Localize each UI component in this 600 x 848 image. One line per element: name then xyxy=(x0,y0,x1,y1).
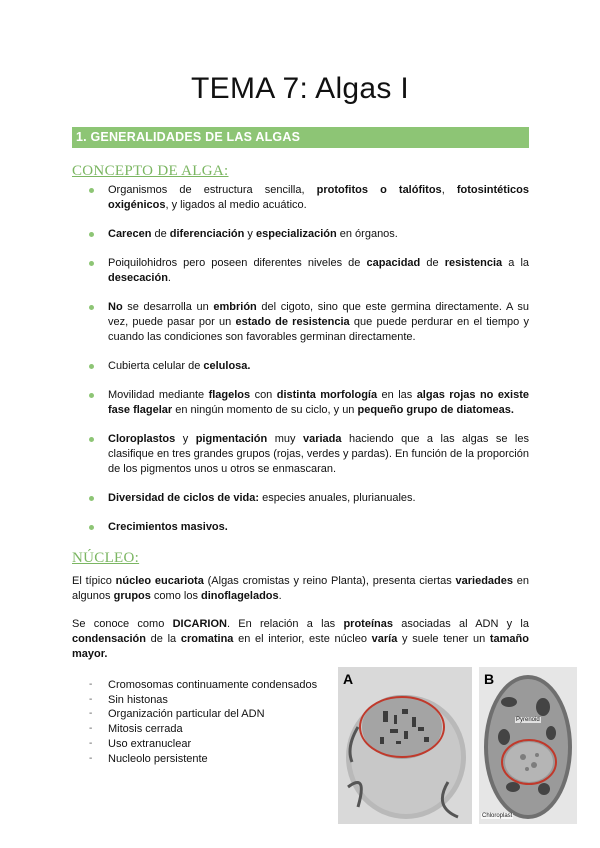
bold-text: pigmentación xyxy=(195,433,268,445)
bold-text: protofitos o talófitos xyxy=(316,184,442,196)
bold-text: Crecimientos masivos. xyxy=(108,521,228,533)
concepto-bullet xyxy=(72,256,529,286)
bold-text: algas rojas no existe fase flagelar xyxy=(108,389,530,416)
text: . xyxy=(278,590,282,602)
text: en ningún momento de su ciclo, y un xyxy=(172,404,358,416)
text: y xyxy=(244,228,256,240)
micrograph-a xyxy=(338,667,472,824)
chloroplast-label: Chloroplast xyxy=(482,813,513,819)
micrograph-b-image xyxy=(479,667,577,824)
nucleo-paragraph-2 xyxy=(72,617,529,662)
text: , y ligados al medio acuático. xyxy=(165,199,307,211)
text: se desarrolla un xyxy=(122,301,214,313)
bold-text: Cloroplastos xyxy=(108,433,176,445)
text: Se conoce como xyxy=(72,618,173,630)
bold-text: Diversidad de ciclos de vida: xyxy=(108,492,260,504)
bold-text: distinta morfología xyxy=(276,389,378,401)
text: que puede perdurar en el tiempo y cuando las condiciones son favorables germinan directamente. xyxy=(108,316,529,343)
bold-text: variada xyxy=(302,433,342,445)
text: asociadas al ADN y la xyxy=(392,618,529,630)
nucleo-feature-list xyxy=(72,678,332,766)
nucleo-list-item: - Sin histonas xyxy=(72,693,332,708)
concepto-heading: CONCEPTO DE ALGA: xyxy=(72,163,229,179)
bold-text: flagelos xyxy=(208,389,251,401)
bold-text: diferenciación xyxy=(169,228,245,240)
concepto-bullet xyxy=(72,227,529,242)
bold-text: tamaño mayor. xyxy=(72,633,529,660)
concepto-bullet xyxy=(72,520,529,535)
concepto-bullet xyxy=(72,359,529,374)
nucleo-list-item: - Organización particular del ADN xyxy=(72,707,332,722)
bold-text: No xyxy=(108,301,123,313)
bold-text: condensación xyxy=(72,633,146,645)
nucleo-list-item: - Nucleolo persistente xyxy=(72,752,332,767)
text: de la xyxy=(145,633,181,645)
bold-text: varía xyxy=(371,633,398,645)
pyrenoid-label: Pyrenoid xyxy=(516,717,540,723)
text: Organismos de estructura sencilla, xyxy=(108,184,317,196)
text: (Algas cromistas y reino Planta), presenta ciertas xyxy=(203,575,456,587)
bold-text: grupos xyxy=(113,590,151,602)
bold-text: pequeño grupo de diatomeas. xyxy=(357,404,514,416)
figure-a-label: A xyxy=(343,671,354,687)
bold-text: DICARION xyxy=(172,618,227,630)
text: , xyxy=(441,184,457,196)
text: y xyxy=(175,433,196,445)
bold-text: embrión xyxy=(213,301,257,313)
nucleo-heading: NÚCLEO: xyxy=(72,550,140,566)
text: especies anuales, plurianuales. xyxy=(259,492,416,504)
micrograph-a-image xyxy=(338,667,472,824)
concepto-bullet xyxy=(72,491,529,506)
nucleo-list-item: - Cromosomas continuamente condensados xyxy=(72,678,332,693)
bold-text: estado de resistencia xyxy=(235,316,350,328)
bold-text: Carecen xyxy=(108,228,152,240)
text: en algunos xyxy=(72,575,530,602)
text: en las xyxy=(377,389,417,401)
text: a la xyxy=(502,257,530,269)
concepto-bullet xyxy=(72,300,529,345)
bold-text: capacidad xyxy=(366,257,421,269)
bold-text: resistencia xyxy=(444,257,503,269)
bold-text: núcleo eucariota xyxy=(115,575,204,587)
text: con xyxy=(250,389,277,401)
bold-text: dinoflagelados xyxy=(201,590,279,602)
bold-text: variedades xyxy=(455,575,513,587)
text: Poiquilohidros pero poseen diferentes niveles de xyxy=(108,257,367,269)
figure-b-label: B xyxy=(484,671,495,687)
text: como los xyxy=(150,590,202,602)
concepto-bullet xyxy=(72,432,529,477)
text: El típico xyxy=(72,575,116,587)
concepto-bullet-list xyxy=(72,183,529,549)
text: de xyxy=(420,257,445,269)
bold-text: cromatina xyxy=(180,633,234,645)
nucleo-paragraph-1 xyxy=(72,574,529,604)
nucleo-list-item: - Mitosis cerrada xyxy=(72,722,332,737)
concepto-bullet xyxy=(72,388,529,418)
micrograph-b xyxy=(479,667,577,824)
text: en órganos. xyxy=(336,228,398,240)
concepto-bullet xyxy=(72,183,529,213)
bold-text: celulosa. xyxy=(203,360,251,372)
text: del cigoto, sino que este germina directamente. A su vez, puede pasar por un xyxy=(108,301,529,328)
page-title: TEMA 7: Algas I xyxy=(191,72,409,105)
text: y suele tener un xyxy=(397,633,490,645)
text: en el interior, este núcleo xyxy=(233,633,372,645)
text: . En relación a las xyxy=(226,618,344,630)
bold-text: especialización xyxy=(255,228,337,240)
bold-text: fotosintéticos oxigénicos xyxy=(108,184,529,211)
text: Cubierta celular de xyxy=(108,360,204,372)
text: haciendo que a las algas se les clasifique en tres grandes grupos (rojas, verdes y pardas). En función de la proporción de los pigmentos unos u otros se enmascaran. xyxy=(108,433,529,475)
bold-text: desecación xyxy=(108,272,168,284)
section-header: 1. GENERALIDADES DE LAS ALGAS xyxy=(72,127,529,148)
text: de xyxy=(151,228,170,240)
text: Movilidad mediante xyxy=(108,389,209,401)
nucleo-list-item: - Uso extranuclear xyxy=(72,737,332,752)
text: . xyxy=(167,272,171,284)
text: muy xyxy=(267,433,303,445)
bold-text: proteínas xyxy=(343,618,393,630)
